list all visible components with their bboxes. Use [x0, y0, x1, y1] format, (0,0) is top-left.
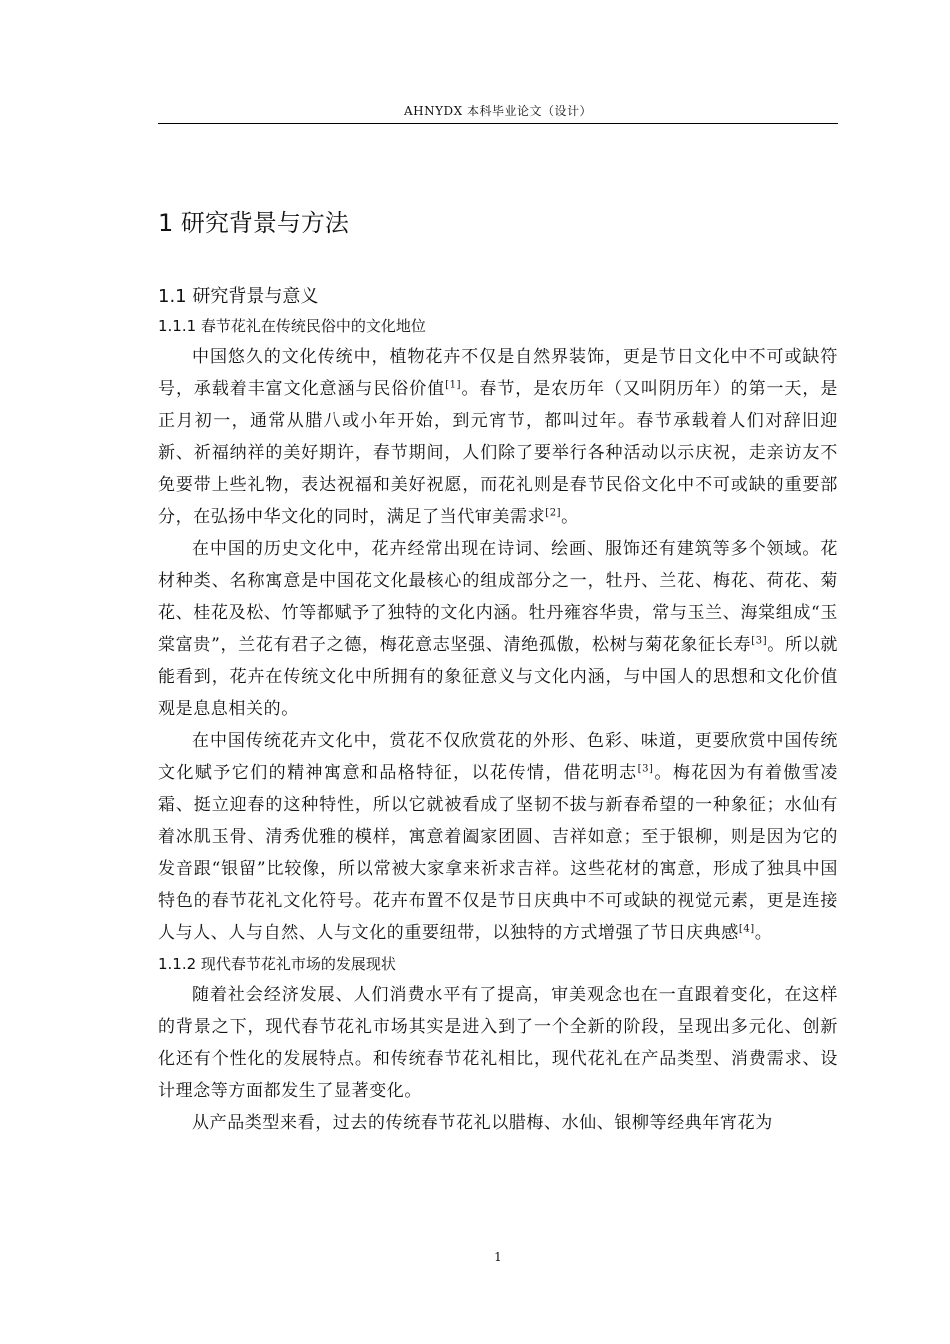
page-body [158, 203, 838, 1139]
paragraph-text: 中国悠久的文化传统中，植物花卉不仅是自然界装饰，更是节日文化中不可或缺符号，承载着丰富文化意涵与民俗价值 [158, 347, 838, 399]
paragraph [158, 533, 838, 725]
subsection-title-1-1-2: 1.1.2 现代春节花礼市场的发展现状 [158, 955, 396, 973]
subsection-title-1-1-1: 1.1.1 春节花礼在传统民俗中的文化地位 [158, 317, 426, 335]
citation-2[interactable]: [2] [545, 507, 562, 519]
page-number: 1 [494, 1250, 502, 1264]
paragraph [158, 725, 838, 949]
paragraph-text: 。梅花因为有着傲雪凌霜、挺立迎春的这种特性，所以它就被看成了坚韧不拔与新春希望的一种象征；水仙有着冰肌玉骨、清秀优雅的模样，寓意着阖家团圆、吉祥如意；至于银柳，则是因为它的发音跟“银留”比较像，所以常被大家拿来祈求吉祥。这些花材的寓意，形成了独具中国特色的春节花礼文化符号。花卉布置不仅是节日庆典中不可或缺的视觉元素，更是连接人与人、人与自然、人与文化的重要纽带，以独特的方式增强了节日庆典感 [158, 763, 838, 943]
paragraph-text: 在中国传统花卉文化中，赏花不仅欣赏花的外形、色彩、味道，更要欣赏中国传统文化赋予它们的精神寓意和品格特征，以花传情，借花明志 [158, 731, 838, 783]
section-title: 1.1 研究背景与意义 [158, 286, 319, 307]
paragraph: 随着社会经济发展、人们消费水平有了提高，审美观念也在一直跟着变化，在这样的背景之下，现代春节花礼市场其实是进入到了一个全新的阶段，呈现出多元化、创新化还有个性化的发展特点。和传统春节花礼相比，现代花礼在产品类型、消费需求、设计理念等方面都发生了显著变化。 [158, 985, 838, 1101]
citation-3[interactable]: [3] [751, 635, 768, 647]
paragraph: 从产品类型来看，过去的传统春节花礼以腊梅、水仙、银柳等经典年宵花为 [192, 1113, 773, 1133]
paragraph-text: 。 [754, 923, 773, 943]
running-header: AHNYDX 本科毕业论文（设计） [403, 104, 593, 118]
paragraph [158, 341, 838, 533]
chapter-title: 1 研究背景与方法 [158, 209, 349, 237]
paragraph-text: 。 [561, 507, 579, 527]
paragraph-text: 。春节，是农历年（又叫阴历年）的第一天，是正月初一，通常从腊八或小年开始，到元宵节，都叫过年。春节承载着人们对辞旧迎新、祈福纳祥的美好期许，春节期间，人们除了要举行各种活动以示庆祝，走亲访友不免要带上些礼物，表达祝福和美好祝愿，而花礼则是春节民俗文化中不可或缺的重要部分，在弘扬中华文化的同时，满足了当代审美需求 [158, 379, 838, 527]
header-rule [158, 123, 838, 124]
paragraph-text: 。所以就能看到，花卉在传统文化中所拥有的象征意义与文化内涵，与中国人的思想和文化价值观是息息相关的。 [158, 635, 838, 719]
citation-4[interactable]: [4] [738, 923, 755, 935]
paragraph-text: 在中国的历史文化中，花卉经常出现在诗词、绘画、服饰还有建筑等多个领域。花材种类、名称寓意是中国花文化最核心的组成部分之一，牡丹、兰花、梅花、荷花、菊花、桂花及松、竹等都赋予了独特的文化内涵。牡丹雍容华贵，常与玉兰、海棠组成“玉棠富贵”，兰花有君子之德，梅花意志坚强、清绝孤傲，松树与菊花象征长寿 [158, 539, 838, 655]
citation-3[interactable]: [3] [637, 763, 654, 775]
citation-1[interactable]: [1] [445, 379, 462, 391]
